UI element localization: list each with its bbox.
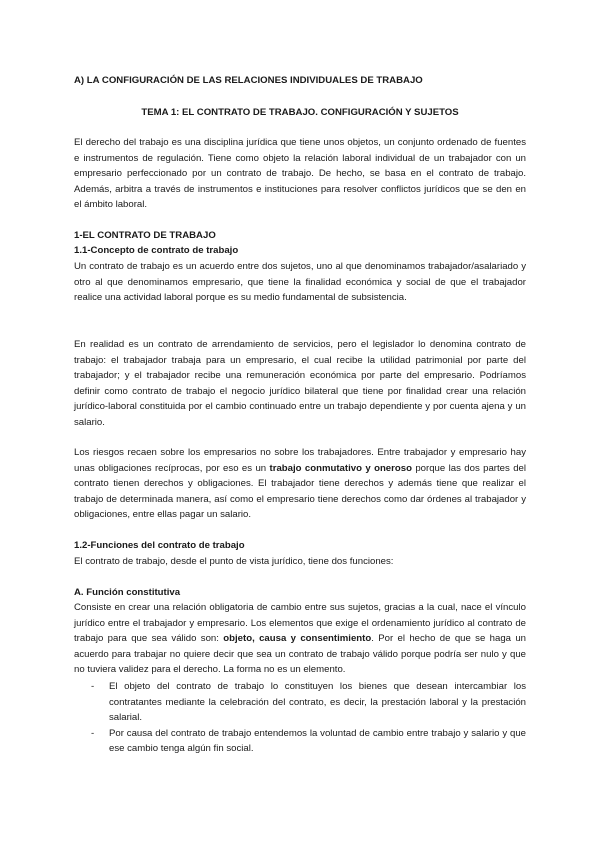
concept-paragraph-1: Un contrato de trabajo es un acuerdo entre dos sujetos, uno al que denominamos trabajador/asalariado y otro al que denominamos empresario, que tiene la finalidad económica y social de que el trabajador realice una actividad laboral porque es su medio fundamental de subsistencia. [74,261,526,304]
p3-bold-text: trabajo conmutativo y oneroso [269,462,412,474]
concept-paragraph-3 [74,445,526,523]
fa-bold-text: objeto, causa y consentimiento [223,633,372,645]
funcion-a-paragraph [74,600,526,678]
section-1-1-title: 1.1-Concepto de contrato de trabajo [74,245,239,256]
main-heading: A) LA CONFIGURACIÓN DE LAS RELACIONES INDIVIDUALES DE TRABAJO [74,75,423,86]
bullet-dash: - [91,681,95,692]
funcion-a-title: A. Función constitutiva [74,587,181,598]
p3-text-b: porque las dos partes del contrato tienen derechos y obligaciones. El trabajador tiene derechos y además tiene que realizar el trabajo de determinada manera, así como el empresario tiene derechos como dar órdenes al trabajador y obligaciones, entre ellas pagar un salario. [74,462,527,521]
elements-list [91,679,526,757]
fa-text-a: Consiste en crear una relación obligatoria de cambio entre sus sujetos, gracias a la cual, nace el vínculo jurídico entre el trabajador y empresario. Los elementos que exige el ordenamiento jurídico al contrato de trabajo para que sea válido son: [74,602,526,645]
concept-paragraph-2: En realidad es un contrato de arrendamiento de servicios, pero el legislador lo denomina contrato de trabajo: el trabajador trabaja para un empresario, el cual recibe la utilidad patrimonial por parte del trabajador; y el trabajador recibe una remuneración económica por parte del empresario. Podríamos definir como contrato de trabajo el negocio jurídico bilateral que tiene por finalidad crear una relación jurídico-laboral constituida por el cambio continuado entre un trabajo dependiente y por cuenta ajena y un salario. [74,339,526,428]
bullet-dash: - [91,727,95,739]
list-item-text: El objeto del contrato de trabajo lo constituyen los bienes que desean intercambiar los contratantes mediante la celebración del contrato, es decir, la prestación laboral y la prestación salarial. [109,681,526,724]
section-1-title: 1-EL CONTRATO DE TRABAJO [74,230,216,241]
funciones-intro: El contrato de trabajo, desde el punto de vista jurídico, tiene dos funciones: [74,556,394,567]
tema-title: TEMA 1: EL CONTRATO DE TRABAJO. CONFIGURACIÓN Y SUJETOS [141,107,459,118]
fa-text-b: . Por el hecho de que se haga un acuerdo para trabajar no quiere decir que sea un contrato de trabajo válido porque podría ser nulo y que no tuviera validez para el derecho. La forma no es un elemento. [74,633,527,676]
p3-text-a: Los riesgos recaen sobre los empresarios no sobre los trabajadores. Entre trabajador y empresario hay unas obligaciones recíprocas, por eso es un [74,447,526,474]
list-item [91,726,526,757]
intro-paragraph: El derecho del trabajo es una disciplina jurídica que tiene unos objetos, un conjunto ordenado de fuentes e instrumentos de regulación. Tiene como objeto la relación laboral individual de un trabajador con un empresario perfeccionado por un contrato de trabajo. De hecho, se basa en el contrato de trabajo. Además, arbitra a través de instrumentos e instituciones para resolver conflictos jurídicos que se den en el ámbito laboral. [74,137,526,211]
list-item-text: Por causa del contrato de trabajo entendemos la voluntad de cambio entre trabajo y salario y que ese cambio tenga algún fin social. [109,727,526,755]
list-item [91,679,526,726]
section-1-2-title: 1.2-Funciones del contrato de trabajo [74,540,245,551]
